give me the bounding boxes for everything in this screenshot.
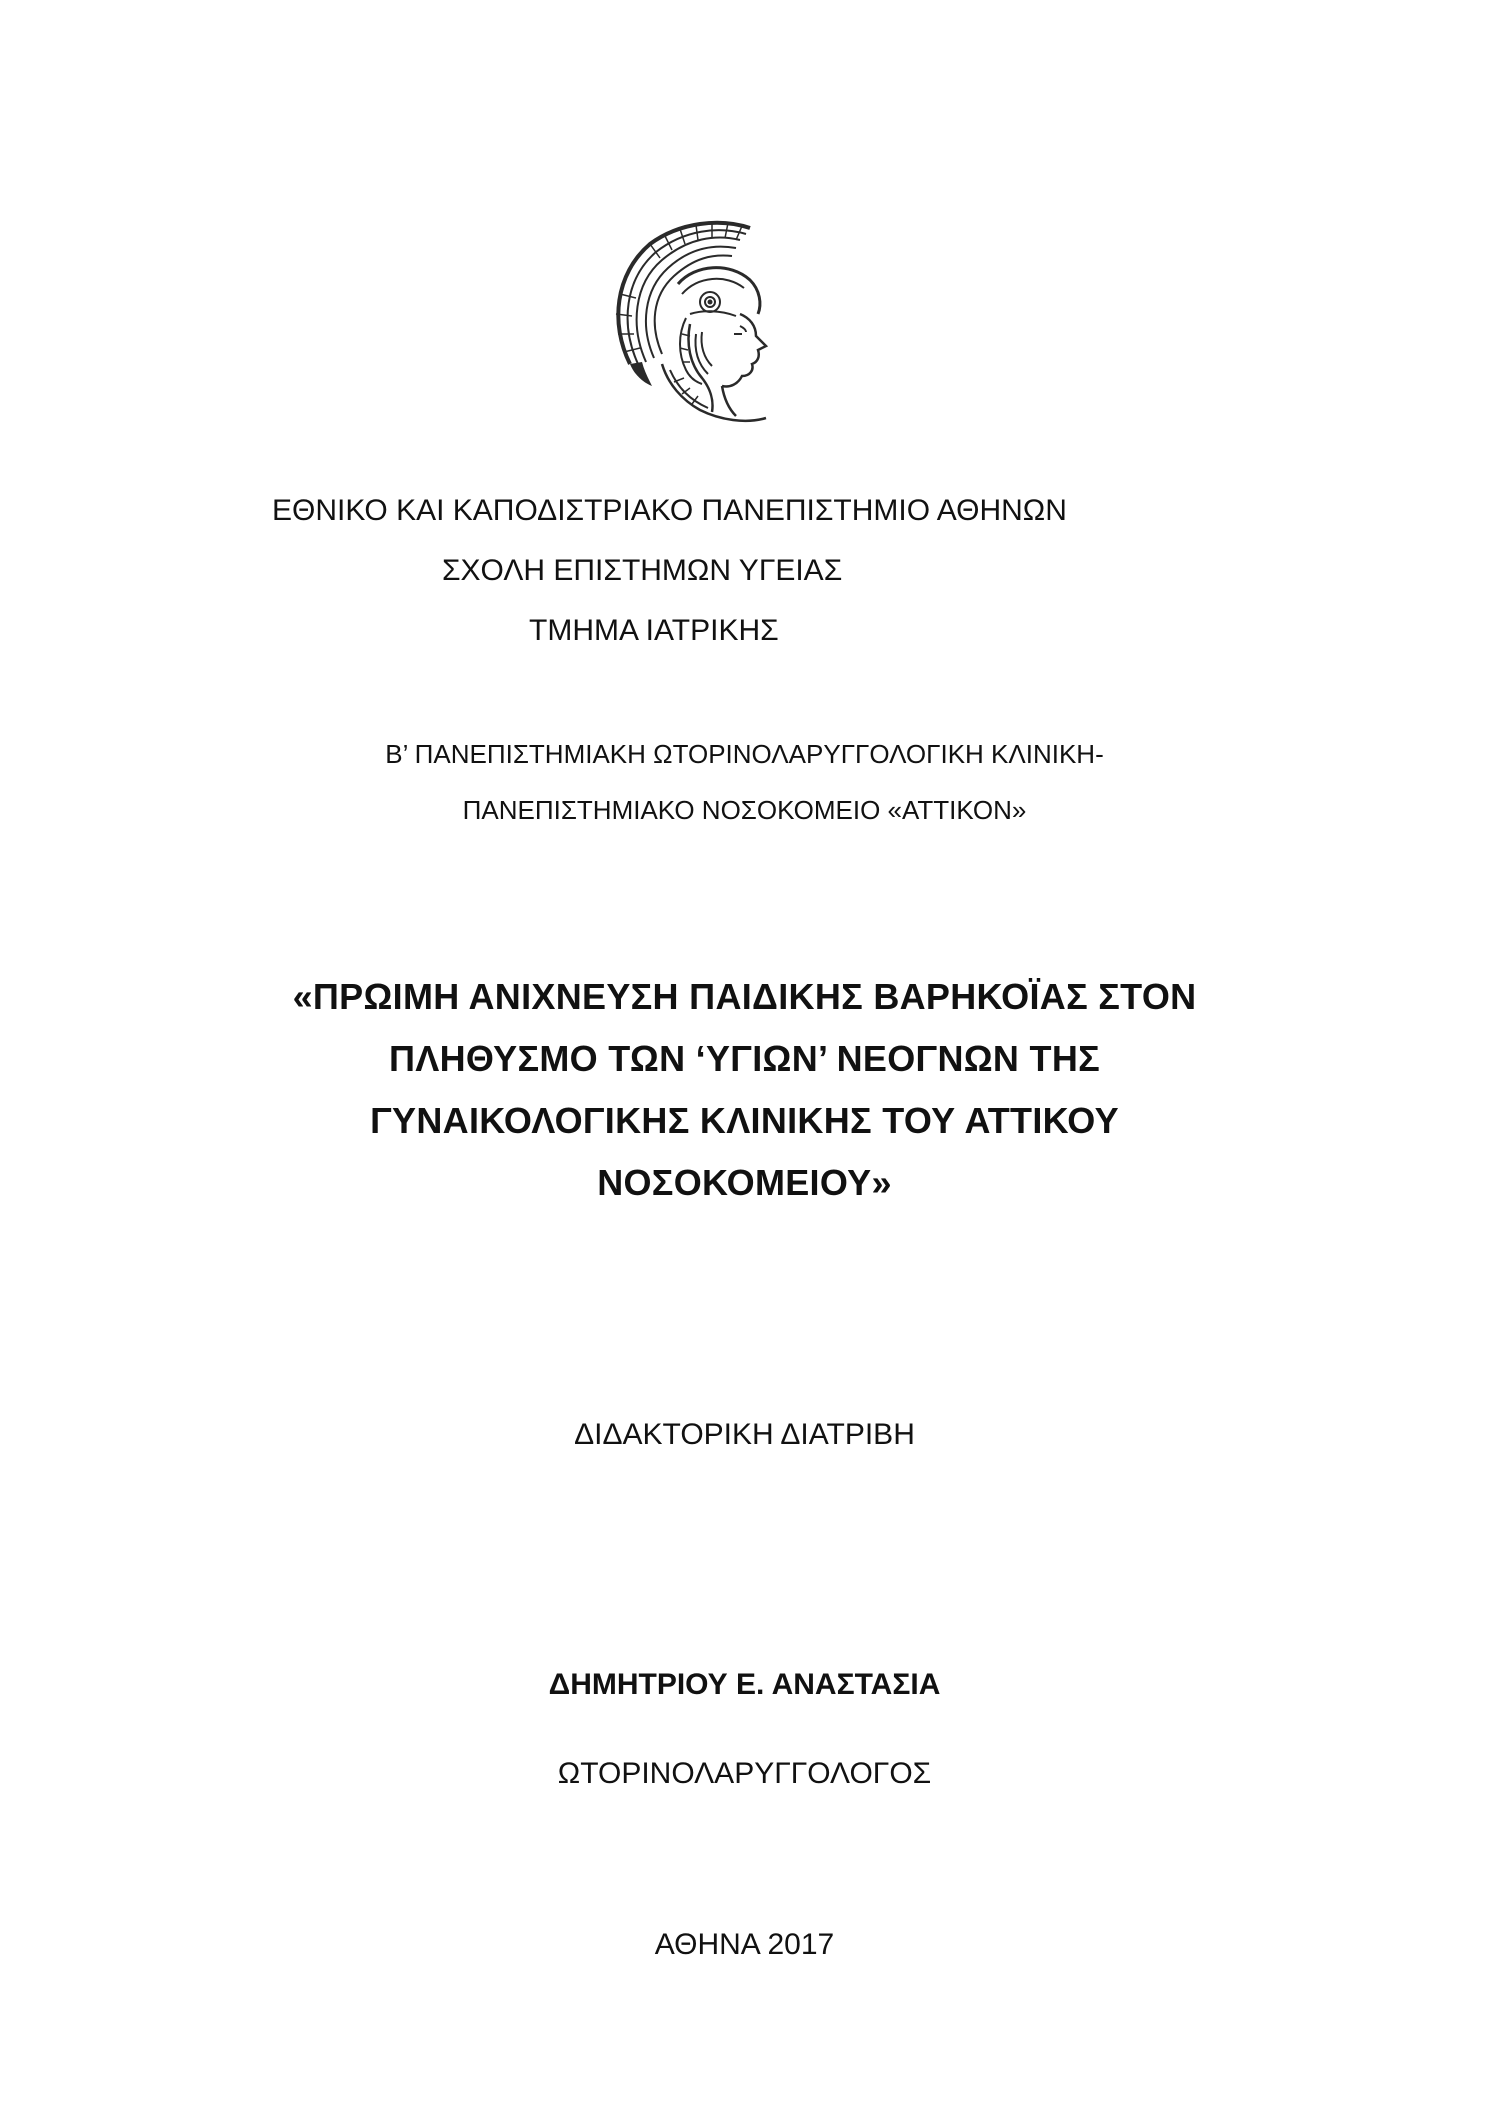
author-name: ΔΗΜΗΤΡΙΟΥ Ε. ΑΝΑΣΤΑΣΙΑ [548,1668,941,1701]
clinic-line-1: Β’ ΠΑΝΕΠΙΣΤΗΜΙΑΚΗ ΩΤΟΡΙΝΟΛΑΡΥΓΓΟΛΟΓΙΚΗ ΚΛΙΝΙΚΗ- [385,739,1104,769]
document-type: ΔΙΔΑΚΤΟΡΙΚΗ ΔΙΑΤΡΙΒΗ [574,1418,915,1451]
thesis-title-line-3: ΓΥΝΑΙΚΟΛΟΓΙΚΗΣ ΚΛΙΝΙΚΗΣ ΤΟΥ ΑΤΤΙΚΟΥ [370,1100,1119,1141]
department-name: ΤΜΗΜΑ ΙΑΤΡΙΚΗΣ [529,614,779,647]
school-name: ΣΧΟΛΗ ΕΠΙΣΤΗΜΩΝ ΥΓΕΙΑΣ [442,554,843,587]
thesis-title-line-1: «ΠΡΩΙΜΗ ΑΝΙΧΝΕΥΣΗ ΠΑΙΔΙΚΗΣ ΒΑΡΗΚΟΪΑΣ ΣΤΟΝ [292,976,1197,1017]
thesis-title-line-4: ΝΟΣΟΚΟΜΕΙΟΥ» [597,1162,892,1203]
author-specialty: ΩΤΟΡΙΝΟΛΑΡΥΓΓΟΛΟΓΟΣ [557,1757,932,1790]
thesis-title [0,966,1489,1214]
clinic-line-2: ΠΑΝΕΠΙΣΤΗΜΙΑΚΟ ΝΟΣΟΚΟΜΕΙΟ «ΑΤΤΙΚΟΝ» [462,795,1027,825]
university-name: ΕΘΝΙΚΟ ΚΑΙ ΚΑΠΟΔΙΣΤΡΙΑΚΟ ΠΑΝΕΠΙΣΤΗΜΙΟ ΑΘΗΝΩΝ [272,494,1067,527]
place-year: ΑΘΗΝΑ 2017 [654,1928,835,1961]
thesis-title-line-2: ΠΛΗΘΥΣΜΟ ΤΩΝ ‘ΥΓΙΩΝ’ ΝΕΟΓΝΩΝ ΤΗΣ [388,1038,1101,1079]
athena-helmet-emblem-icon [590,214,800,429]
